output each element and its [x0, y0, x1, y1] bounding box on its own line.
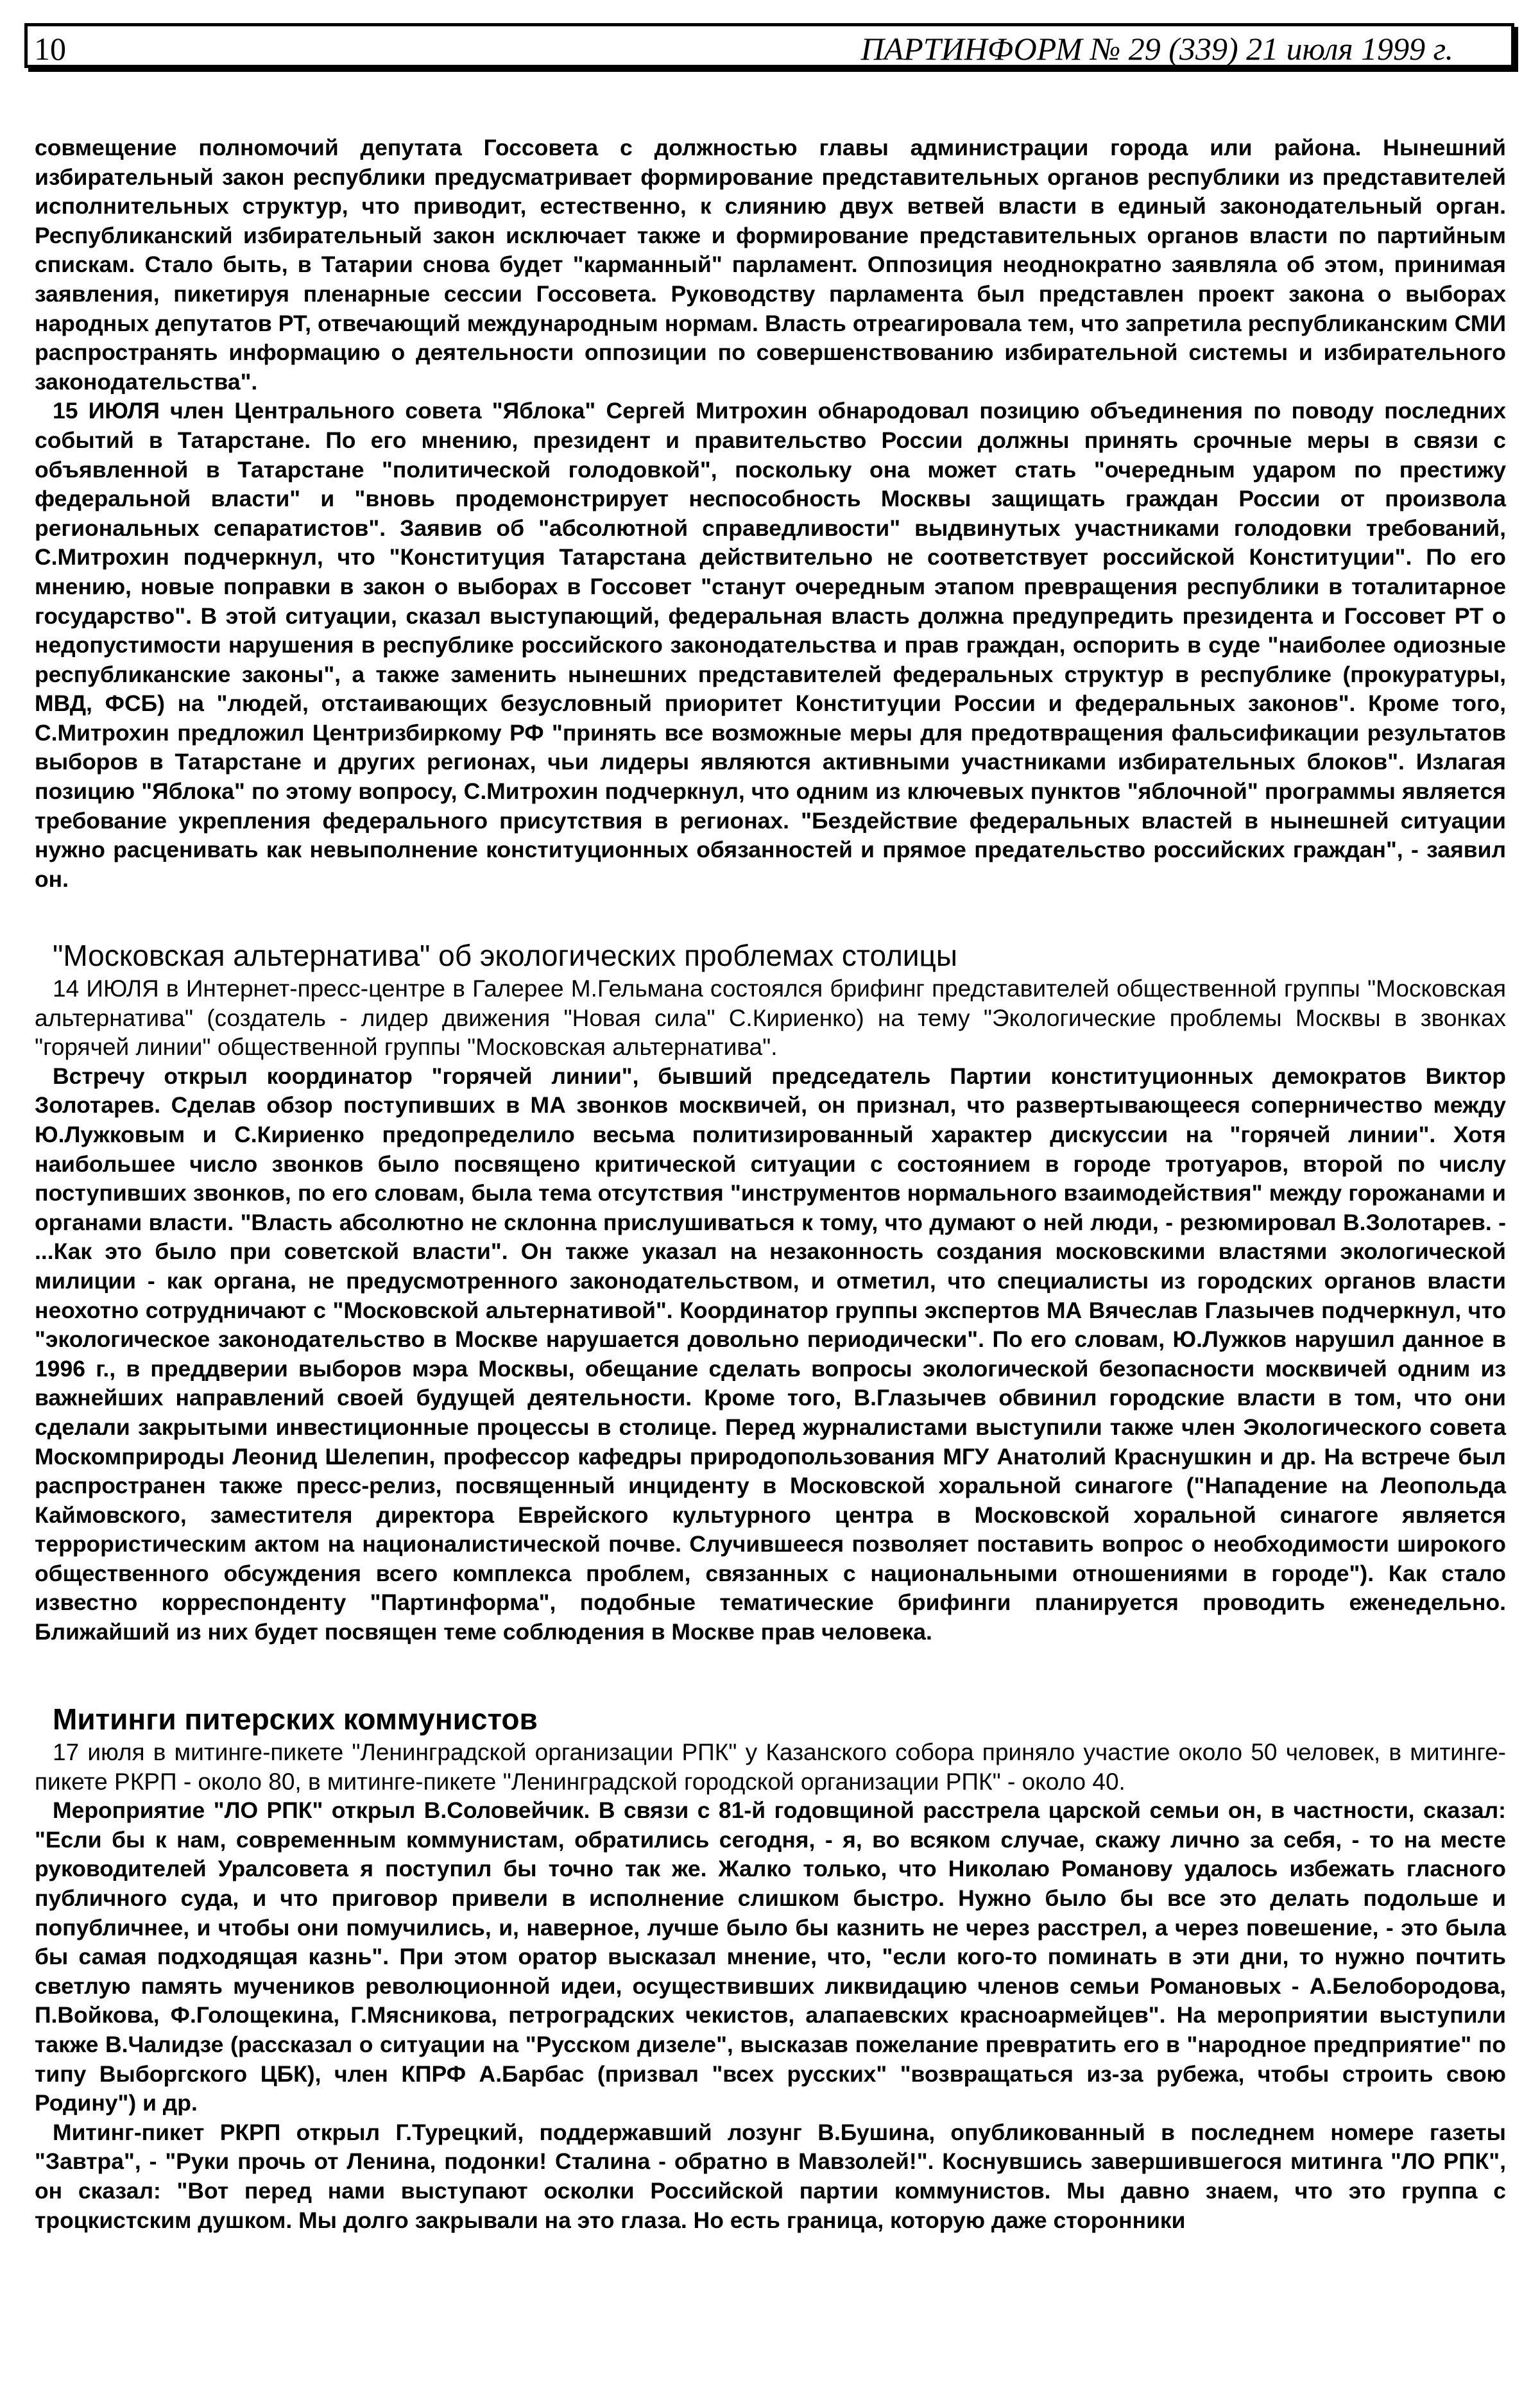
article-petersburg-communists	[35, 1702, 1506, 2235]
article-moscow-alternative	[35, 938, 1506, 1647]
lead-paragraph: 17 июля в митинге-пикете "Ленинградской организации РПК" у Казанского собора приняло участие около 50 человек, в митинге-пикете РКРП - около 80, в митинге-пикете "Ленинградской городской организации РПК" - около 40.	[35, 1739, 1506, 1795]
paragraph: Встречу открыл координатор "горячей линии", бывший председатель Партии конституционных демократов Виктор Золотарев. Сделав обзор поступивших в МА звонков москвичей, он признал, что развертывающееся соперничество между Ю.Лужковым и С.Кириенко предопределило весьма политизированный характер дискуссии на "горячей линии". Хотя наибольшее число звонков было посвящено критической ситуации с состоянием в городе тротуаров, второй по числу поступивших звонков, по его словам, была тема отсутствия "инструментов нормального взаимодействия" между горожанами и органами власти. "Власть абсолютно не склонна прислушиваться к тому, что думают о ней люди, - резюмировал В.Золотарев. - ...Как это было при советской власти". Он также указал на незаконность создания московскими властями экологической милиции - как органа, не предусмотренного законодательством, и отметил, что специалисты из городских органов власти неохотно сотрудничают с "Московской альтернативой". Координатор группы экспертов МА Вячеслав Глазычев подчеркнул, что "экологическое законодательство в Москве нарушается довольно периодически". По его словам, Ю.Лужков нарушил данное в 1996 г., в преддверии выборов мэра Москвы, обещание сделать вопросы экологической безопасности москвичей одним из важнейших направлений своей будущей деятельности. Кроме того, В.Глазычев обвинил городские власти в том, что они сделали закрытыми инвестиционные процессы в столице. Перед журналистами выступили также член Экологического совета Москомприроды Леонид Шелепин, профессор кафедры природопользования МГУ Анатолий Краснушкин и др. На встрече был распространен также пресс-релиз, посвященный инциденту в Московской хоральной синагоге ("Нападение на Леопольда Каймовского, заместителя директора Еврейского культурного центра в Московской хоральной синагоге является террористическим актом на националистической почве. Случившееся позволяет поставить вопрос о необходимости широкого общественного обсуждения всего комплекса проблем, связанных с национальными отношениями в городе"). Как стало известно корреспонденту "Партинформа", подобные тематические брифинги планируется проводить еженедельно. Ближайший из них будет посвящен теме соблюдения в Москве прав человека.	[35, 1063, 1506, 1645]
page-header	[24, 23, 1514, 68]
article-tatarstan	[35, 133, 1506, 894]
paragraph: 15 ИЮЛЯ член Центрального совета "Яблока" Сергей Митрохин обнародовал позицию объединения по поводу последних событий в Татарстане. По его мнению, президент и правительство России должны принять срочные меры в связи с объявленной в Татарстане "политической голодовкой", поскольку она может стать "очередным ударом по престижу федеральной власти" и "вновь продемонстрирует неспособность Москвы защищать граждан России от произвола региональных сепаратистов". Заявив об "абсолютной справедливости" выдвинутых участниками голодовки требований, С.Митрохин подчеркнул, что "Конституция Татарстана действительно не соответствует российской Конституции". По его мнению, новые поправки в закон о выборах в Госсовет "станут очередным этапом превращения республики в тоталитарное государство". В этой ситуации, сказал выступающий, федеральная власть должна предупредить президента и Госсовет РТ о недопустимости нарушения в республике российского законодательства и прав граждан, оспорить в суде "наиболее одиозные республиканские законы", а также заменить нынешних представителей федеральных структур в республике (прокуратуры, МВД, ФСБ) на "людей, отстаивающих безусловный приоритет Конституции России и федеральных законов". Кроме того, С.Митрохин предложил Центризбиркому РФ "принять все возможные меры для предотвращения фальсификации результатов выборов в Татарстане и других регионах, чьи лидеры являются активными участниками избирательных блоков". Излагая позицию "Яблока" по этому вопросу, С.Митрохин подчеркнул, что одним из ключевых пунктов "яблочной" программы является требование укрепления федерального присутствия в регионах. "Бездействие федеральных властей в нынешней ситуации нужно расценивать как невыполнение конституционных обязанностей и прямое предательство российских граждан", - заявил он.	[35, 398, 1506, 892]
paragraph: Мероприятие "ЛО РПК" открыл В.Соловейчик. В связи с 81-й годовщиной расстрела царской семьи он, в частности, сказал: "Если бы к нам, современным коммунистам, обратились сегодня, - я, во всяком случае, скажу лично за себя, - то на месте руководителей Уралсовета я поступил бы точно так же. Жалко только, что Николаю Романову удалось избежать гласного публичного суда, и что приговор привели в исполнение слишком быстро. Нужно было бы все это делать подольше и попубличнее, и чтобы они помучились, и, наверное, лучше было бы казнить не через расстрел, а через повешение, - это была бы самая подходящая казнь". При этом оратор высказал мнение, что, "если кого-то поминать в эти дни, то нужно почтить светлую память мучеников революционной идеи, осуществивших ликвидацию членов семьи Романовых - А.Белобородова, П.Войкова, Ф.Голощекина, Г.Мясникова, петроградских чекистов, алапаевских красноармейцев". На мероприятии выступили также В.Чалидзе (рассказал о ситуации на "Русском дизеле", высказав пожелание превратить его в "народное предприятие" по типу Выборгского ЦБК), член КПРФ А.Барбас (призвал "всех русских" "возвращаться из-за рубежа, чтобы строить свою Родину") и др.	[35, 1797, 1506, 2116]
paragraph: совмещение полномочий депутата Госсовета с должностью главы администрации города или района. Нынешний избирательный закон республики предусматривает формирование представительных органов республики из представителей исполнительных структур, что приводит, естественно, к слиянию двух ветвей власти в единый законодательный орган. Республиканский избирательный закон исключает также и формирование представительных органов власти по партийным спискам. Стало быть, в Татарии снова будет "карманный" парламент. Оппозиция неоднократно заявляла об этом, принимая заявления, пикетируя пленарные сессии Госсовета. Руководству парламента был представлен проект закона о выборах народных депутатов РТ, отвечающий международным нормам. Власть отреагировала тем, что запретила республиканским СМИ распространять информацию о деятельности оппозиции по совершенствованию избирательной системы и избирательного законодательства".	[35, 135, 1506, 395]
page-number: 10	[34, 31, 66, 67]
article-title: "Московская альтернатива" об экологических проблемах столицы	[53, 939, 957, 972]
article-title: Митинги питерских коммунистов	[53, 1702, 538, 1736]
lead-paragraph: 14 ИЮЛЯ в Интернет-пресс-центре в Галерее М.Гельмана состоялся брифинг представителей общественной группы "Московская альтернатива" (создатель - лидер движения "Новая сила" С.Кириенко) на тему "Экологические проблемы Москвы в звонках "горячей линии" общественной группы "Московская альтернатива".	[35, 975, 1506, 1061]
issue-title: ПАРТИНФОРМ № 29 (339) 21 июля 1999 г.	[860, 31, 1453, 67]
paragraph: Митинг-пикет РКРП открыл Г.Турецкий, поддержавший лозунг В.Бушина, опубликованный в последнем номере газеты "Завтра", - "Руки прочь от Ленина, подонки! Сталина - обратно в Мавзолей!". Коснувшись завершившегося митинга "ЛО РПК", он сказал: "Вот перед нами выступают осколки Российской партии коммунистов. Мы давно знаем, что это группа с троцкистским душком. Мы долго закрывали на это глаза. Но есть граница, которую даже сторонники	[35, 2119, 1506, 2233]
